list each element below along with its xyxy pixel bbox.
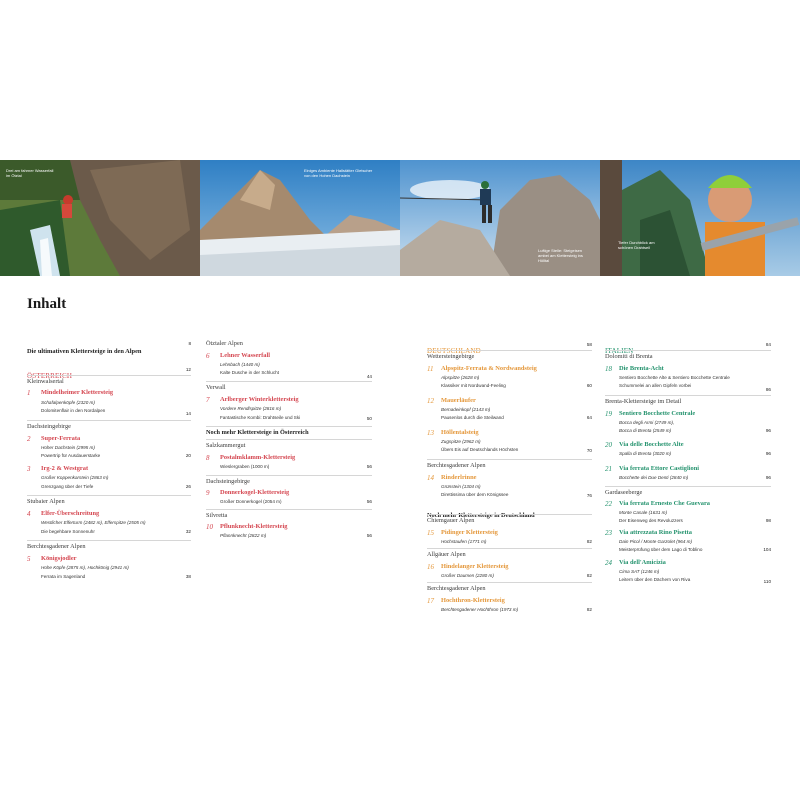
route-summit: Cima SAT (1246 m) — [619, 569, 660, 574]
toc-route-entry[interactable] — [27, 389, 191, 421]
route-page: 70 — [586, 448, 592, 453]
toc-route-entry[interactable] — [605, 529, 771, 559]
route-number: 21 — [605, 465, 612, 473]
region-heading: Brenta-Klettersteige im Detail — [605, 398, 682, 405]
route-tagline: Powertrip für Ausdauerstarke — [41, 453, 101, 458]
divider — [605, 350, 771, 351]
route-tagline: Pausenlos durch die Steilwand — [441, 415, 504, 420]
route-summit: Westlicher Elferturm (2482 m), Elferspitze (2505 m) — [41, 520, 146, 525]
photo-strip — [0, 160, 800, 276]
divider — [27, 375, 191, 376]
route-name: Via dell'Amicizia — [619, 559, 666, 566]
route-name: Rinderlrinne — [441, 474, 477, 481]
route-name: Lehner Wasserfall — [220, 352, 271, 359]
region-heading: Silvretta — [206, 512, 228, 519]
toc-route-entry[interactable] — [206, 352, 372, 380]
route-page: 38 — [185, 574, 191, 579]
route-summit: Hoher Dachstein (2995 m) — [41, 445, 95, 450]
toc-route-entry[interactable] — [605, 441, 771, 463]
route-number: 20 — [605, 441, 612, 449]
toc-route-entry[interactable] — [427, 429, 592, 459]
route-tagline: Leitern über den Dächern von Riva — [619, 577, 691, 582]
route-page: 64 — [586, 415, 592, 420]
route-number: 6 — [206, 352, 210, 360]
more-label: Noch mehr Klettersteige in Deutschland — [427, 512, 535, 519]
divider — [427, 548, 592, 549]
route-summit: Grünstein (1304 m) — [441, 484, 481, 489]
region-heading: Berchtesgadener Alpen — [427, 462, 486, 469]
route-page: 60 — [586, 383, 592, 388]
route-summit: Bocca degli Armi (2749 m), — [619, 420, 675, 425]
route-page: 96 — [765, 475, 771, 480]
route-name: Hochthron-Klettersteig — [441, 597, 505, 604]
route-tagline: Ferrata im Sagenland — [41, 574, 86, 579]
toc-country-italy[interactable] — [605, 340, 771, 355]
route-number: 23 — [605, 529, 612, 537]
region-heading: Dolomiti di Brenta — [605, 353, 653, 360]
page-title: Inhalt — [27, 296, 67, 312]
route-summit: Bernadeinkopf (2143 m) — [441, 407, 491, 412]
route-name: Sentiero Bocchette Centrale — [619, 410, 696, 417]
photo-smiling-climber — [600, 160, 800, 276]
route-page: 50 — [366, 416, 372, 421]
route-tagline: Dolomitenflair in den Nordalpen — [41, 408, 106, 413]
route-number: 11 — [427, 365, 434, 373]
toc-more-austria[interactable]: Noch mehr Klettersteige in Österreich — [206, 429, 309, 436]
route-name: Mauerläufer — [441, 397, 476, 404]
route-number: 15 — [427, 529, 434, 537]
toc-route-entry[interactable] — [427, 474, 592, 502]
country-label: ITALIEN — [605, 347, 634, 355]
route-number: 10 — [206, 523, 213, 531]
divider — [427, 514, 592, 515]
route-page: 96 — [765, 451, 771, 456]
route-tagline: Der Eisenweg des Revoluzzers — [619, 518, 683, 523]
divider — [206, 509, 372, 510]
divider — [605, 395, 771, 396]
country-page: 84 — [765, 342, 771, 347]
route-summit: Vordere Rendlspitze (2816 m) — [220, 406, 282, 411]
route-summit: Lehnbach (1440 m) — [220, 362, 260, 367]
divider — [427, 582, 592, 583]
route-name: Via attrezzata Rino Pisetta — [619, 529, 692, 536]
toc-column-austria-1 — [27, 340, 191, 620]
toc-route-entry[interactable] — [206, 523, 372, 545]
toc-column-germany — [427, 340, 592, 620]
toc-intro-entry[interactable] — [27, 340, 191, 355]
photo-caption-4: Tiefer Durchblick am schönen Drahtseil — [618, 240, 655, 250]
toc-intro-label: Die ultimativen Klettersteige in den Alpen — [27, 348, 142, 355]
route-number: 17 — [427, 597, 434, 605]
toc-route-entry[interactable] — [427, 397, 592, 427]
route-name: Pidinger Klettersteig — [441, 529, 498, 536]
route-summit: Monte Casale (1631 m) — [619, 510, 668, 515]
route-summit: Alpspitze (2628 m) — [441, 375, 480, 380]
region-heading: Kleinwalsertal — [27, 378, 64, 385]
region-heading: Allgäuer Alpen — [427, 551, 466, 558]
toc-column-italy — [605, 340, 771, 620]
route-page: 56 — [366, 464, 372, 469]
divider — [206, 439, 372, 440]
region-heading: Stubaier Alpen — [27, 498, 65, 505]
route-summit: Zugspitze (2962 m) — [441, 439, 481, 444]
route-summit: Großer Koppenkarstein (2863 m) — [41, 475, 109, 480]
route-name: Via delle Bocchette Alte — [619, 441, 684, 448]
route-name: Irg-2 & Westgrat — [41, 465, 89, 472]
region-heading: Wettersteingebirge — [427, 353, 475, 360]
toc-route-entry[interactable] — [605, 410, 771, 440]
photo-caption-3: Luftige Stelle: Steigeisen ambei am Klettersteig ins Hölltal — [538, 248, 583, 263]
route-name: Alpspitz-Ferrata & Nordwandsteig — [441, 365, 537, 372]
region-heading: Dachsteingebirge — [206, 478, 250, 485]
route-name: Hindelanger Klettersteig — [441, 563, 509, 570]
route-number: 18 — [605, 365, 612, 373]
route-tagline: Die begehbare Sonnenuhr — [41, 529, 95, 534]
toc-route-entry[interactable] — [206, 396, 372, 426]
route-number: 12 — [427, 397, 434, 405]
toc-route-entry[interactable] — [27, 435, 191, 465]
toc-country-germany[interactable] — [427, 340, 592, 355]
route-number: 7 — [206, 396, 210, 404]
toc-route-entry[interactable] — [605, 500, 771, 530]
region-heading: Dachsteingebirge — [27, 423, 71, 430]
route-page: 82 — [586, 607, 592, 612]
toc-route-entry[interactable] — [605, 365, 771, 395]
region-heading: Verwall — [206, 384, 226, 391]
route-summit: Spalla di Brenta (3020 m) — [619, 451, 672, 456]
divider — [206, 426, 372, 427]
route-summit: Pflannknecht (2822 m) — [220, 533, 267, 538]
route-name: Mindelheimer Klettersteig — [41, 389, 114, 396]
route-name: Donnerkogel-Klettersteig — [220, 489, 290, 496]
route-summit-2: Bocca di Brenta (2549 m) — [619, 428, 672, 433]
divider — [206, 475, 372, 476]
toc-country-austria[interactable] — [27, 365, 191, 380]
route-tagline: Klassiker mit Nordwand-Feeling — [441, 383, 506, 388]
route-tagline: Grenzgang über der Tiefe — [41, 484, 94, 489]
photo-caption-1: Drei am fahrner Wasserfall im Ötztal — [6, 168, 54, 178]
divider — [605, 486, 771, 487]
photo-ridge-climber — [400, 160, 600, 276]
toc-route-entry[interactable] — [427, 597, 592, 617]
route-summit: Großer Donnerkogel (2054 m) — [220, 499, 282, 504]
toc-route-entry[interactable] — [427, 529, 592, 549]
region-heading: Salzkammergut — [206, 442, 246, 449]
route-tagline: Übers Eis auf Deutschlands Höchsten — [441, 447, 519, 452]
photo-waterfall-climber — [0, 160, 200, 276]
route-name: Königsjodler — [41, 555, 77, 562]
country-page: 12 — [185, 367, 191, 372]
route-summit: Sentiero Bocchette Alte & Sentiero Bocchette Centrale — [619, 375, 730, 380]
route-summit: Dain Picol / Monte Garzolet (964 m) — [619, 539, 693, 544]
route-page: 82 — [586, 539, 592, 544]
toc-intro-page: 8 — [188, 341, 191, 346]
route-name: Die Brenta-Acht — [619, 365, 664, 372]
route-number: 19 — [605, 410, 612, 418]
route-page: 104 — [763, 547, 771, 552]
divider — [427, 459, 592, 460]
country-label: DEUTSCHLAND — [427, 347, 481, 355]
route-number: 4 — [27, 510, 31, 518]
route-number: 22 — [605, 500, 612, 508]
route-name: Elfer-Überschreitung — [41, 510, 100, 517]
toc-route-entry[interactable] — [27, 510, 191, 540]
route-summit: Hochstaufen (1771 m) — [441, 539, 487, 544]
route-tagline: Direttissima über dem Königssee — [441, 492, 509, 497]
region-heading: Ötztaler Alpen — [206, 340, 243, 347]
route-summit: Wieslergraben (1000 m) — [220, 464, 270, 469]
route-tagline: Meisterprüfung über dem Lago di Toblino — [619, 547, 703, 552]
route-name: Arlberger Winterklettersteig — [220, 396, 299, 403]
route-tagline: Schummelei an allen Gipfeln vorbei — [619, 383, 692, 388]
photo-caption-2: Einiges Ambiente Hallstätter Gletscher von den Hohen Dachstein — [304, 168, 373, 178]
divider — [27, 420, 191, 421]
route-number: 13 — [427, 429, 434, 437]
toc-route-entry[interactable] — [427, 563, 592, 583]
route-page: 14 — [185, 411, 191, 416]
route-number: 24 — [605, 559, 612, 567]
toc-route-entry[interactable] — [427, 365, 592, 395]
route-page: 96 — [765, 428, 771, 433]
toc-column-austria-2 — [206, 340, 372, 620]
route-page: 86 — [765, 387, 771, 392]
route-name: Postalmklamm-Klettersteig — [220, 454, 296, 461]
route-name: Pflunknecht-Klettersteig — [220, 523, 288, 530]
route-page: 26 — [185, 484, 191, 489]
toc-route-entry[interactable] — [605, 559, 771, 589]
route-number: 8 — [206, 454, 210, 462]
more-page: 76 — [586, 493, 592, 498]
region-heading: Berchtesgadener Alpen — [27, 543, 86, 550]
divider — [27, 495, 191, 496]
toc-route-entry[interactable] — [206, 489, 372, 511]
route-page: 110 — [763, 579, 771, 584]
route-name: Via ferrata Ettore Castiglioni — [619, 465, 700, 472]
route-number: 9 — [206, 489, 210, 497]
country-page: 58 — [586, 342, 592, 347]
region-heading: Chiemgauer Alpen — [427, 517, 475, 524]
toc-route-entry[interactable] — [206, 454, 372, 476]
route-summit: Bocchette dei Due Denti (2840 m) — [619, 475, 689, 480]
route-page: 32 — [185, 529, 191, 534]
route-tagline: Kalte Dusche in der Schlucht — [220, 370, 279, 375]
route-number: 1 — [27, 389, 31, 397]
route-summit: Hohe Köpfe (2875 m), Hochkönig (2941 m) — [41, 565, 129, 570]
route-summit: Schafalpenköpfe (2320 m) — [41, 400, 95, 405]
route-page: 20 — [185, 453, 191, 458]
route-page: 56 — [366, 533, 372, 538]
divider — [206, 381, 372, 382]
route-summit: Berchtesgadener Hochthron (1973 m) — [441, 607, 519, 612]
toc-route-entry[interactable] — [27, 555, 191, 585]
route-page: 82 — [586, 573, 592, 578]
route-name: Super-Ferrata — [41, 435, 81, 442]
route-page: 98 — [765, 518, 771, 523]
route-page: 56 — [366, 499, 372, 504]
region-heading: Berchtesgadener Alpen — [427, 585, 486, 592]
route-summit: Großer Daumen (2280 m) — [441, 573, 494, 578]
toc-route-entry[interactable] — [27, 465, 191, 495]
route-number: 2 — [27, 435, 31, 443]
country-label: ÖSTERREICH — [27, 372, 73, 380]
region-heading: Gardaseeberge — [605, 489, 643, 496]
route-number: 5 — [27, 555, 31, 563]
route-number: 16 — [427, 563, 434, 571]
photo-dachstein-peak — [200, 160, 400, 276]
route-number: 3 — [27, 465, 31, 473]
route-page: 44 — [366, 374, 372, 379]
divider — [427, 350, 592, 351]
toc-route-entry[interactable] — [605, 465, 771, 487]
route-name: Via ferrata Ernesto Che Guevara — [619, 500, 710, 507]
divider — [27, 540, 191, 541]
route-number: 14 — [427, 474, 434, 482]
route-tagline: Fantastische Kombi: Drahtseile und Ski — [220, 415, 301, 420]
route-name: Höllentalsteig — [441, 429, 479, 436]
